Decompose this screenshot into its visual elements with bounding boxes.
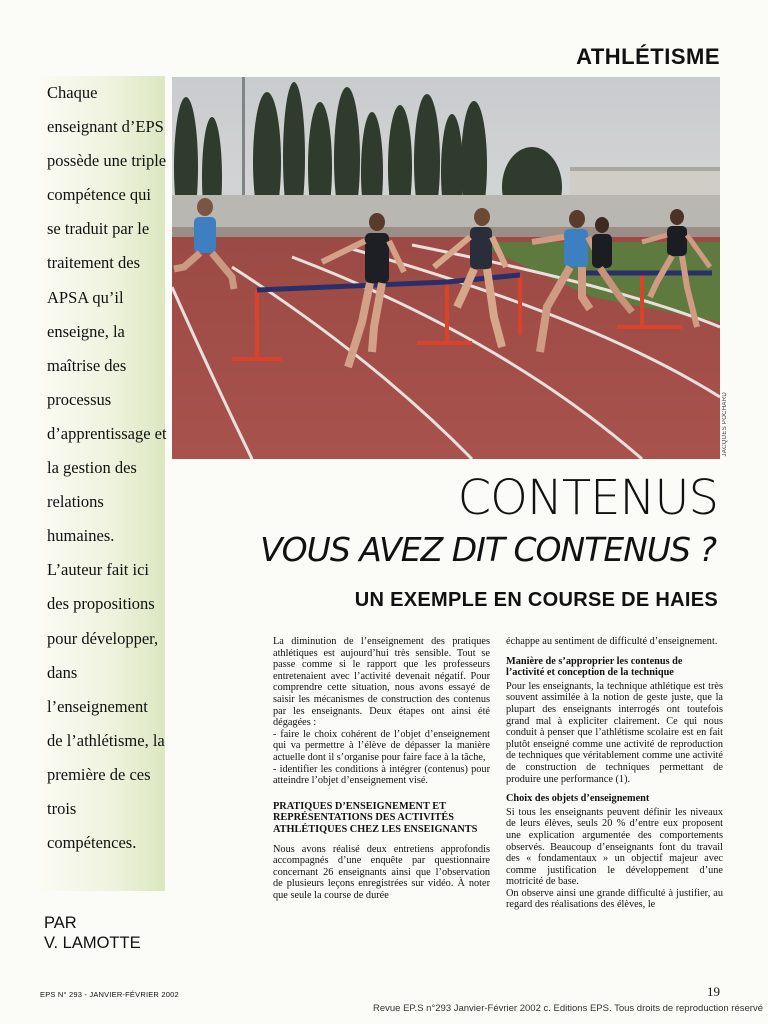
intro-text: Chaque enseignant d’EPS possède une triple compétence qui se traduit par le traitement des APSA qu’il enseigne, la maîtrise des processus d’apprentissage et la gestion des relations humaines. L’auteur fait ici des propositions pour développer, dans l’enseignement de l’athlétisme, la première de ces trois compétences. [47, 83, 167, 853]
article-title: CONTENUS [457, 470, 718, 526]
author-prefix: PAR [44, 914, 77, 932]
section-heading: Choix des objets d’enseignement [506, 793, 650, 805]
paragraph: échappe au sentiment de difficulté d’enseignement. [506, 636, 718, 647]
article-column-2 [506, 636, 723, 911]
author-byline [44, 913, 141, 953]
paragraph: Pour les enseignants, la technique athlétique est très souvent assimilée à la notion de geste juste, que la plupart des enseignants interrogés ont toutefois grand mal à expliciter clairement. Ce qui nous conduit à penser que l’athlétisme scolaire est en fait plutôt enseigné comme une activité de reproduction de techniques que véritablement comme une activité de construction de techniques permettant de produire une performance (1). [506, 680, 723, 785]
article-column-1 [273, 636, 490, 901]
article-subtitle: VOUS AVEZ DIT CONTENUS ? [260, 530, 716, 569]
paragraph: Si tous les enseignants peuvent définir les niveaux de leurs élèves, seuls 20 % d’entre eux proposent une explication argumentée des comportements observés. Beaucoup d’enseignants font du travail des « fondamentaux » un objectif majeur avec comme justification le développement d’une motricité de base. [506, 806, 723, 888]
paragraph: La diminution de l’enseignement des pratiques athlétiques est aujourd’hui très sensible. Tout se passe comme si le rapport que les professeurs entretenaient avec l’activité devenait négatif. Pour comprendre cette situation, nous avons essayé de saisir les mécanismes de construction des contenus par les enseignants. Deux étapes ont ainsi été dégagées : [273, 636, 490, 729]
section-heading: Manière de s’approprier les contenus de l’activité et conception de la technique [506, 655, 683, 679]
page-number: 19 [707, 984, 720, 999]
list-item: - identifier les conditions à intégrer (contenus) pour atteindre l’objet d’enseignement visé. [273, 763, 490, 787]
copyright-notice: Revue EP.S n°293 Janvier-Février 2002 c. Editions EPS. Tous droits de reproduction réservé [373, 1003, 763, 1014]
hurdles-photo [172, 77, 720, 459]
section-label: ATHLÉTISME [576, 44, 720, 69]
paragraph: On observe ainsi une grande difficulté à justifier, au regard des réalisations des élèves, le [506, 887, 723, 911]
section-heading: PRATIQUES D’ENSEIGNEMENT ET REPRÉSENTATIONS DES ACTIVITÉS ATHLÉTIQUES CHEZ LES ENSEIGNANTS [273, 800, 478, 835]
article-subheading: UN EXEMPLE EN COURSE DE HAIES [354, 589, 718, 611]
list-item: - faire le choix cohérent de l’objet d’enseignement qui va permettre à l’élève de dépasser la manière actuelle dont il s’organise pour faire face à la tâche, [273, 728, 490, 763]
paragraph: Nous avons réalisé deux entretiens approfondis accompagnés d’une enquête par questionnaire concernant 26 enseignants ainsi que l’observation de plusieurs leçons enregistrées sur vidéo. À noter que seule la course de durée [273, 843, 490, 901]
photo-credit: JACQUES POCHARD [722, 392, 728, 457]
issue-footer: EPS N° 293 - JANVIER-FÉVRIER 2002 [40, 990, 179, 999]
author-name: V. LAMOTTE [44, 934, 141, 952]
